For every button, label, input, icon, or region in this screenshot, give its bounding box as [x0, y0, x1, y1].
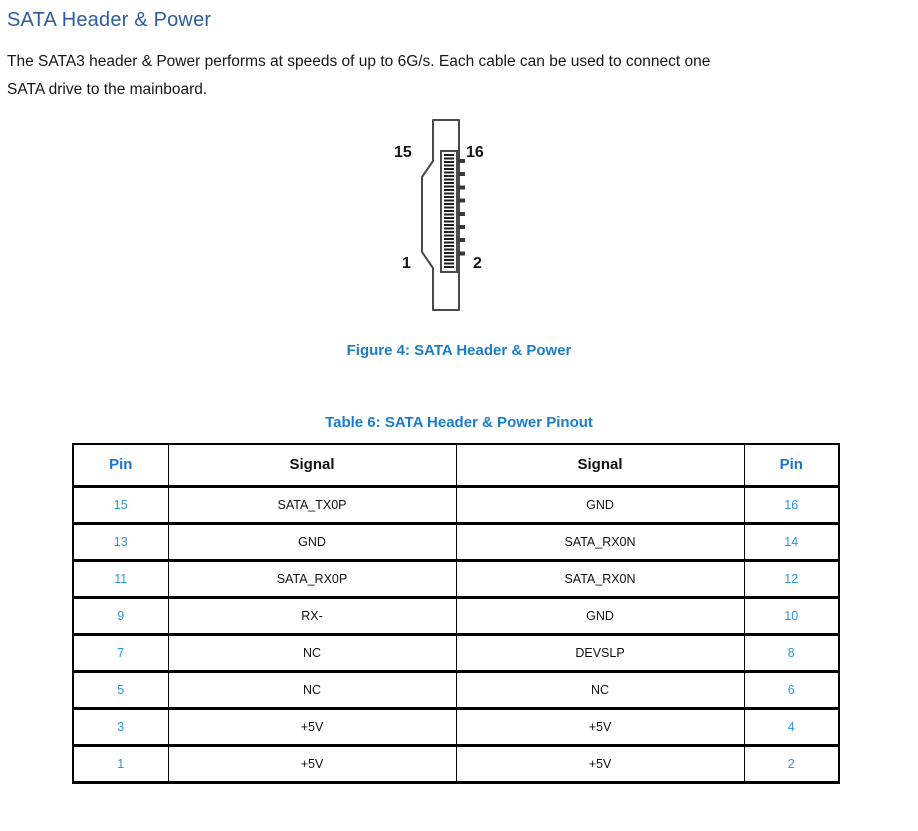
signal-name: +5V: [168, 708, 456, 745]
pin-number: 2: [744, 745, 839, 782]
signal-name: DEVSLP: [456, 634, 744, 671]
signal-name: SATA_RX0P: [168, 560, 456, 597]
table-row: [73, 745, 839, 782]
pin-label-16: 16: [466, 144, 484, 161]
signal-name: NC: [168, 671, 456, 708]
signal-name: GND: [168, 523, 456, 560]
pin-number: 5: [73, 671, 168, 708]
signal-name: SATA_TX0P: [168, 486, 456, 523]
table-row: [73, 560, 839, 597]
header-pin-left: Pin: [73, 444, 168, 486]
sata-connector-diagram: [380, 110, 580, 320]
signal-name: GND: [456, 597, 744, 634]
pin-number: 16: [744, 486, 839, 523]
pin-label-15: 15: [394, 144, 412, 161]
header-signal-left: Signal: [168, 444, 456, 486]
pin-number: 4: [744, 708, 839, 745]
table-row: [73, 523, 839, 560]
pin-number: 13: [73, 523, 168, 560]
header-pin-right: Pin: [744, 444, 839, 486]
table-row: [73, 708, 839, 745]
pinout-table: [72, 443, 840, 784]
figure-caption: Figure 4: SATA Header & Power: [346, 342, 572, 359]
signal-name: +5V: [456, 708, 744, 745]
signal-name: SATA_RX0N: [456, 523, 744, 560]
body-paragraph: [7, 48, 907, 104]
pin-label-2: 2: [473, 255, 482, 272]
connector-pin-rows: [444, 154, 454, 269]
signal-name: SATA_RX0N: [456, 560, 744, 597]
table-row: [73, 486, 839, 523]
signal-name: GND: [456, 486, 744, 523]
pin-number: 8: [744, 634, 839, 671]
signal-name: RX-: [168, 597, 456, 634]
table-row: [73, 597, 839, 634]
table-caption: Table 6: SATA Header & Power Pinout: [325, 414, 593, 431]
section-heading: SATA Header & Power: [7, 9, 212, 31]
pin-number: 6: [744, 671, 839, 708]
connector-side-pins: [458, 159, 465, 264]
body-line-2: SATA drive to the mainboard.: [7, 81, 208, 98]
table-row: [73, 671, 839, 708]
pin-number: 11: [73, 560, 168, 597]
signal-name: NC: [168, 634, 456, 671]
pin-number: 3: [73, 708, 168, 745]
table-row: [73, 634, 839, 671]
pin-number: 15: [73, 486, 168, 523]
header-signal-right: Signal: [456, 444, 744, 486]
pin-number: 12: [744, 560, 839, 597]
pin-label-1: 1: [402, 255, 411, 272]
body-line-1: The SATA3 header & Power performs at speeds of up to 6G/s. Each cable can be used to connect one: [7, 53, 711, 70]
pin-number: 9: [73, 597, 168, 634]
signal-name: NC: [456, 671, 744, 708]
pin-number: 7: [73, 634, 168, 671]
pin-number: 1: [73, 745, 168, 782]
pin-number: 14: [744, 523, 839, 560]
signal-name: +5V: [456, 745, 744, 782]
signal-name: +5V: [168, 745, 456, 782]
pin-number: 10: [744, 597, 839, 634]
table-header-row: [73, 444, 839, 486]
